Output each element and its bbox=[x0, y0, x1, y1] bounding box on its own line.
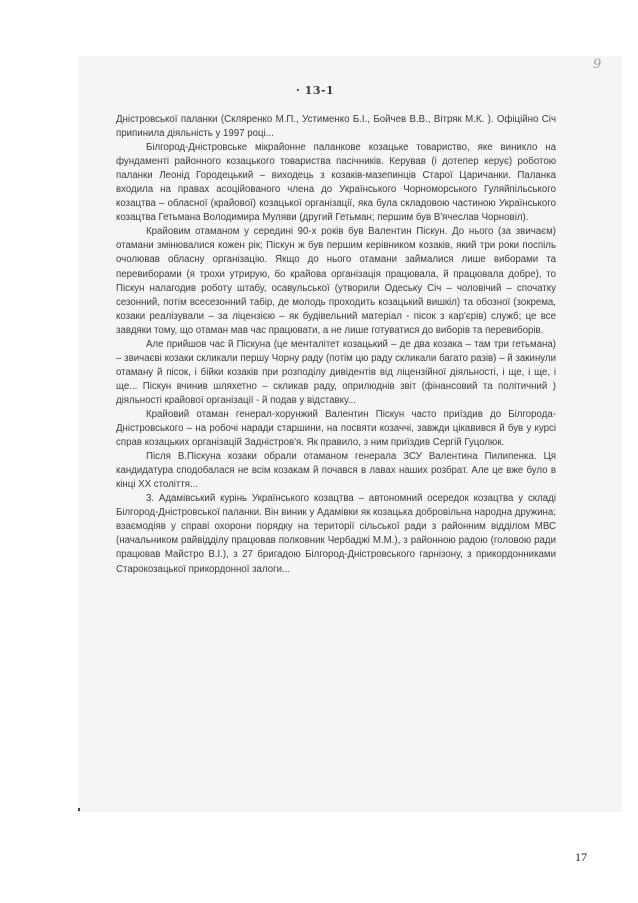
paragraph-5: Крайовий отаман генерал-хорунжий Валентин Піскун часто приїздив до Білгорода-Дністровського – на робочі наради старшини, на посвяти козаччі, завжди цікавився й був у курсі справ козацьких організацій Задністров'я. Як правило, з ним приїздив Сергій Гуцолюк. bbox=[116, 408, 556, 449]
corner-handwritten-mark: 9 bbox=[593, 57, 602, 72]
page-number: 17 bbox=[575, 850, 587, 864]
page-header-mark: · 13-1 bbox=[296, 84, 335, 97]
paragraph-4: Але прийшов час й Піскуна (це менталітет козацький – де два козака – там три гетьмана) – звичаєві козаки скликали першу Чорну раду (потім цю раду скликали багато разів) – й закинули отаману й пісок, і бійки козаків при розподілу дивідентів від ліцензійної діяльності, і ще, і ще, і ще... Піскун вчинив шляхетно – скликав раду, оприлюднів звіт (фінансовий та політичний ) діяльності крайової організації - й подав у відставку... bbox=[116, 338, 556, 406]
paragraph-6: Після В.Піскуна козаки обрали отаманом генерала ЗСУ Валентина Пилипенка. Ця кандидатура сподобалася не всім козакам й почався в лавах наших розбрат. Але це вже було в кінці XX століття... bbox=[116, 451, 556, 491]
paragraph-7: 3. Адамівський курінь Українського козацтва – автономний осередок козацтва у складі Білгород-Дністровської паланки. Він виник у Адамівки як козацька добровільна народна дружина; взаємодіяв у справі охорони порядку на території сільської ради з районним відділом МВС (начальником райвідділу працював полковник Чербаджі М.М.), з районною радою (головою ради працював Майстро В.І.), з 27 бригадою Білгород-Дністровського гарнізону, з прикордонниками Старокозацької прикордонної залоги... bbox=[116, 493, 556, 575]
paragraph-2: Білгород-Дністровське мікрайонне паланкове козацьке товариство, яке виникло на фундаменті районного козацького товариства пасічників. Керував (і дотепер керує) роботою паланки Леонід Городецький – виходець з козаків-мазепинців Старої Царичанки. Паланка входила на правах асоційованого члена до Українського Чорноморського Гуляйпільського козацтва – обласної (крайової) козацької організації, яка була складовою частиною Українського козацтва Гетьмана Володимира Муляви (другий Гетьман; першим був В'ячеслав Чорновіл). bbox=[116, 142, 556, 224]
margin-tick bbox=[78, 808, 80, 811]
paragraph-3: Крайовим отаманом у середині 90-х років був Валентин Піскун. До нього (за звичаєм) отамани змінювалися кожен рік; Піскун ж був першим керівником козаків, який три роки поспіль очолював обласну організацію. Якщо до нього отамани займалися лише виборами та перевиборами (я трохи утрирую, бо крайова організація працювала, й працювала добре), то Піскун налагодив роботу штабу, осавульської (утворили Одеську Січ – чоловічий – спочатку сезонний, потім всесезонний табір, де молодь проходить козацький вишкіл) та обозної (зокрема, козаки реалізували – за ліцензією – як будівельний матеріал - пісок з кар'єрів) служб; це все завдяки тому, що отаман мав час працювати, а не лише готуватися до виборів та перевиборів. bbox=[116, 226, 556, 336]
paragraph-1: Дністровської паланки (Скляренко М.П., Устименко Б.І., Бойчев В.В., Вітряк М.К. ). Офіційно Січ припинила діяльність у 1997 році... bbox=[116, 114, 556, 140]
document-body bbox=[116, 113, 556, 577]
